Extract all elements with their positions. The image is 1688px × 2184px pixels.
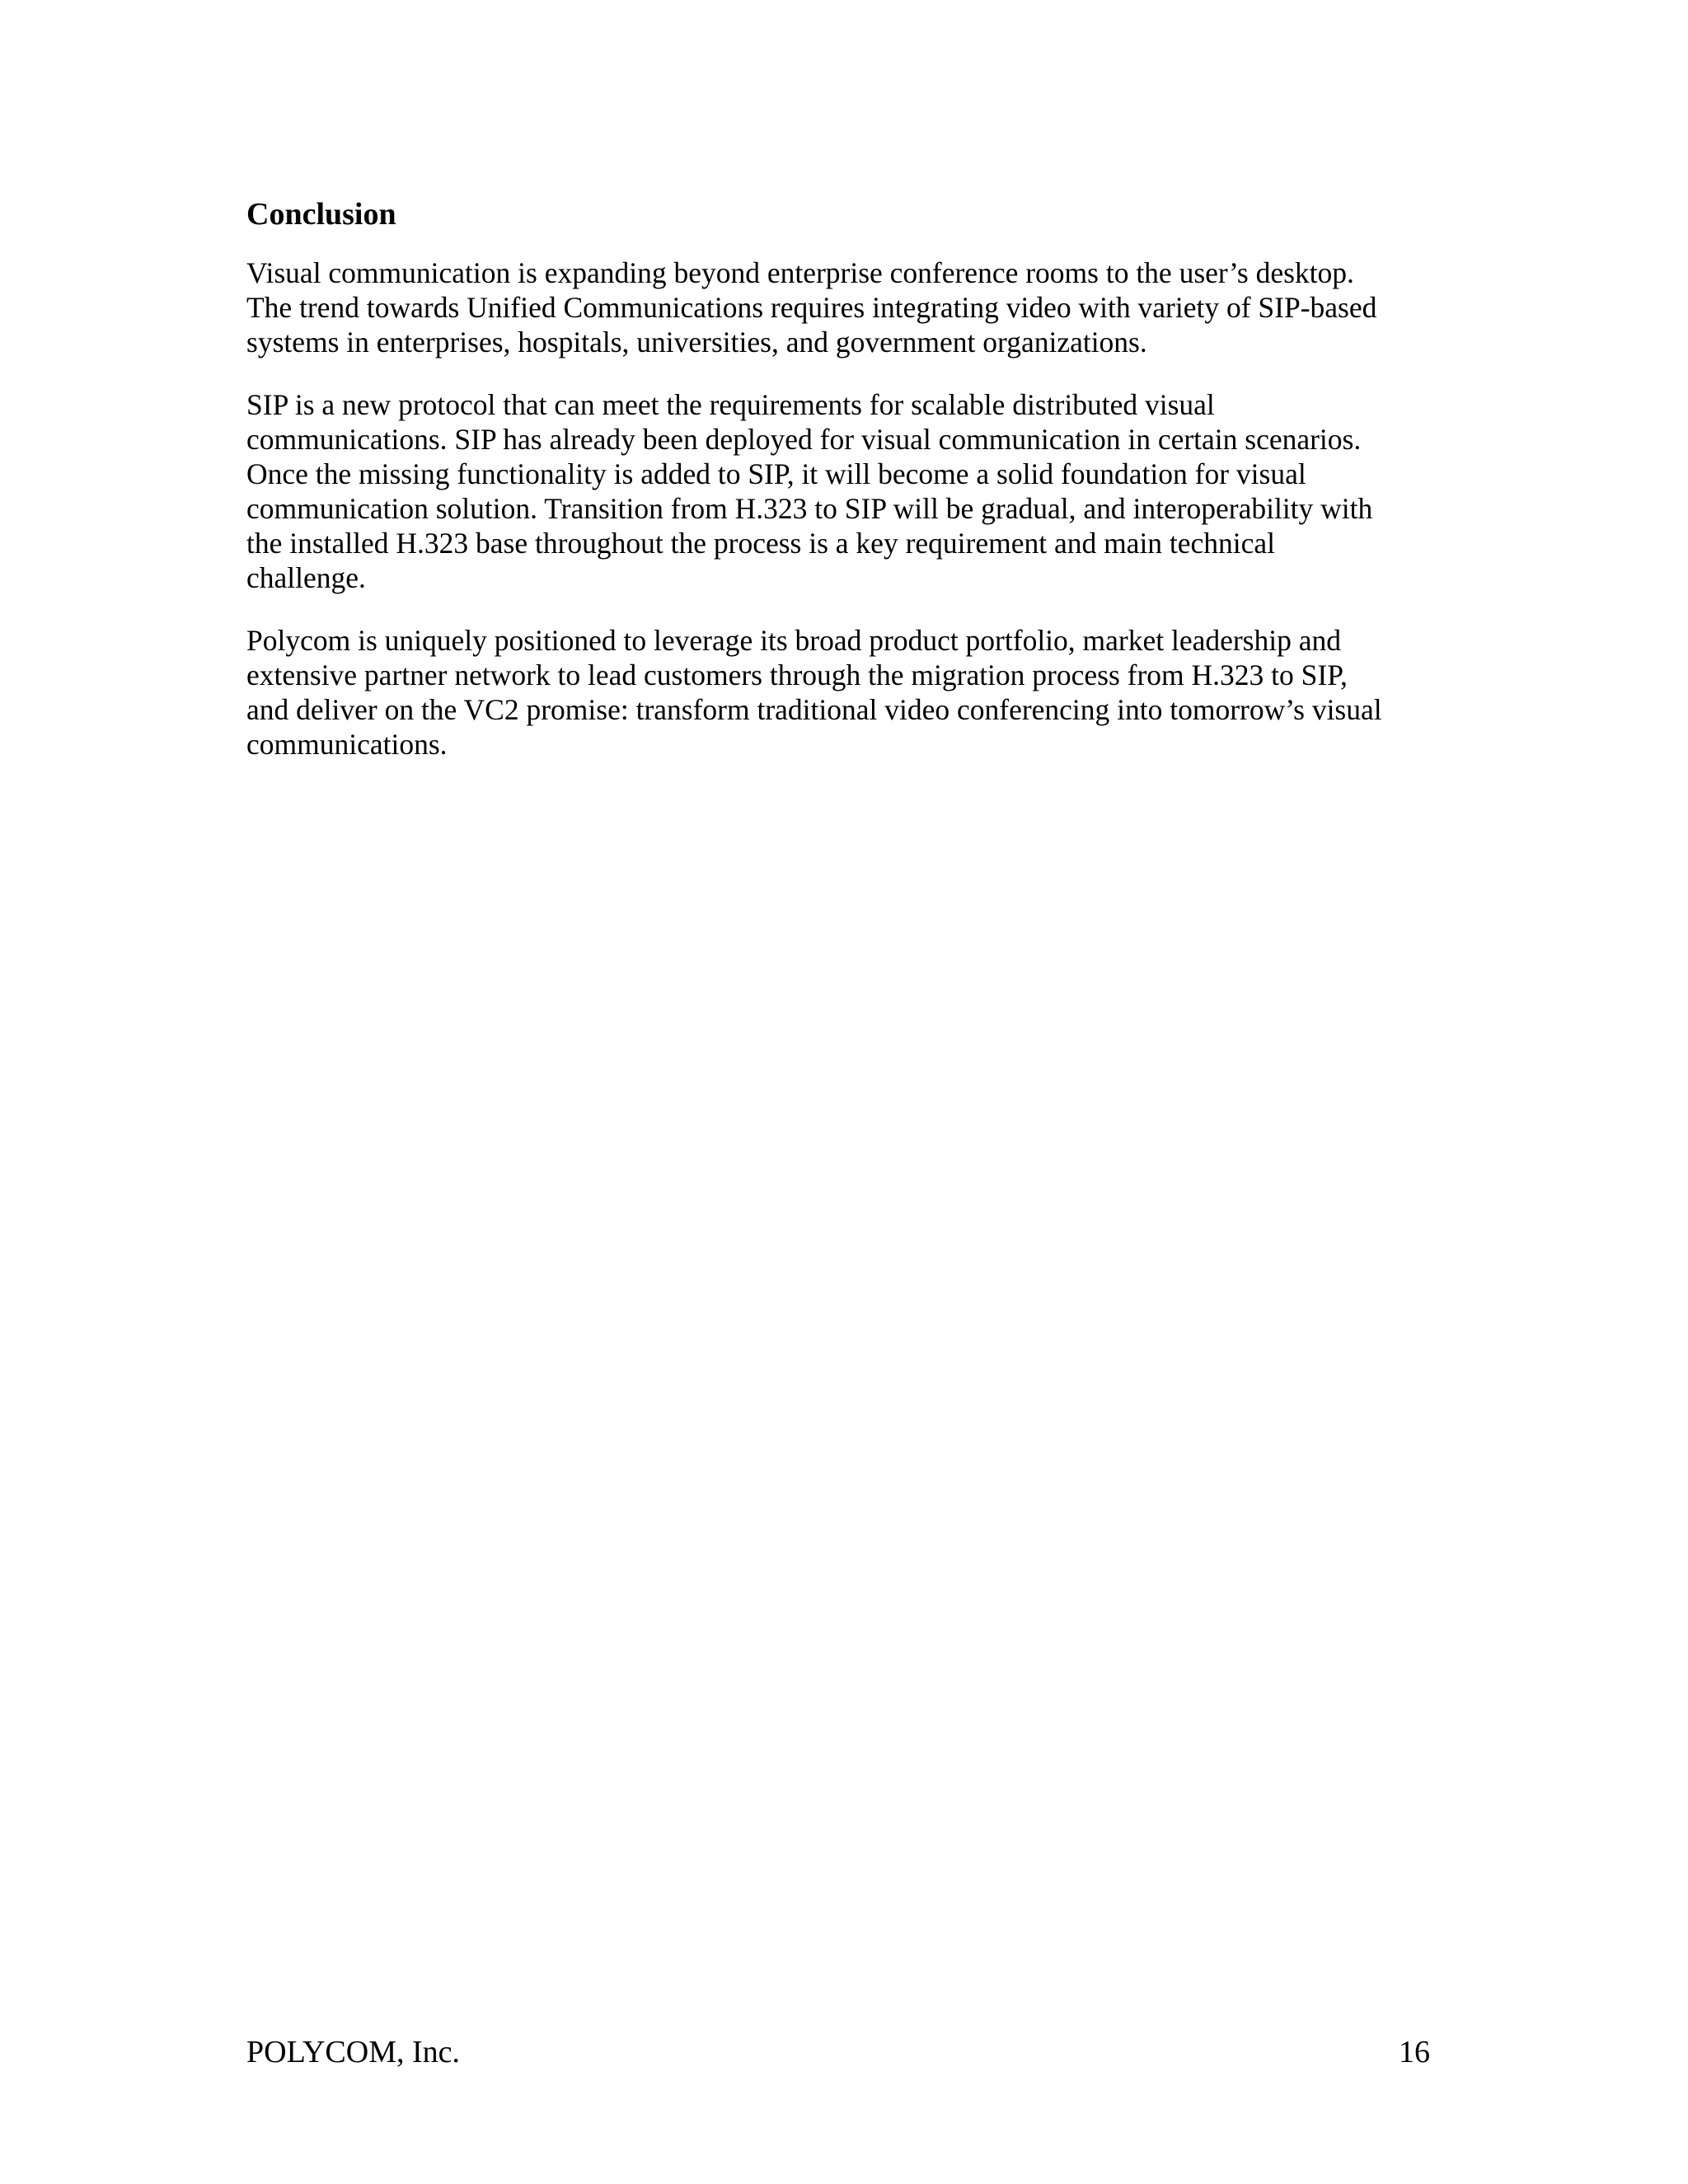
paragraph-3: Polycom is uniquely positioned to leverage its broad product portfolio, market leadership and extensive partner network to lead customers through the migration process from H.323 to SIP, and deliver on the VC2 promise: transform traditional video conferencing into tomorrow’s visual communications. <box>246 624 1382 761</box>
section-heading: Conclusion <box>246 197 396 232</box>
paragraph-2: SIP is a new protocol that can meet the requirements for scalable distributed visual communications. SIP has already been deployed for visual communication in certain scenarios. Once the missing functionality is added to SIP, it will become a solid foundation for visual communication solution. Transition from H.323 to SIP will be gradual, and interoperability with the installed H.323 base throughout the process is a key requirement and main technical challenge. <box>246 388 1373 594</box>
footer-company: POLYCOM, Inc. <box>246 2035 461 2069</box>
page-content <box>246 194 1443 762</box>
paragraph-1: Visual communication is expanding beyond enterprise conference rooms to the user’s desktop. The trend towards Unified Communications requires integrating video with variety of SIP-based systems in enterprises, hospitals, universities, and government organizations. <box>246 256 1377 359</box>
footer-page-number: 16 <box>1399 2035 1430 2069</box>
